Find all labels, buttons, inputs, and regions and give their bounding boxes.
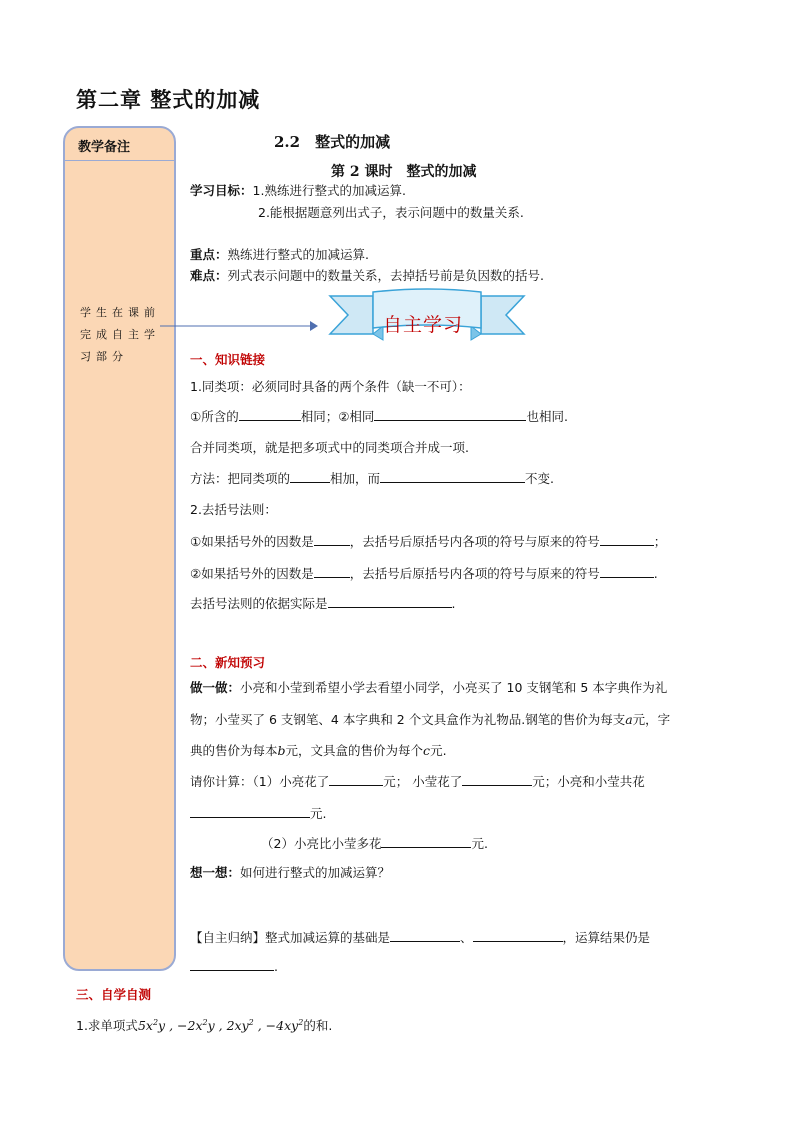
part2-calc1-cont [190, 804, 326, 822]
blank[interactable] [381, 835, 471, 848]
summary-mid: ，运算结果仍是 [562, 930, 651, 945]
part3-q1 [76, 1016, 332, 1034]
key-point-text: 熟练进行整式的加减运算. [227, 247, 369, 262]
banner-text: 自主学习 [383, 314, 464, 336]
think-label: 想一想： [190, 865, 241, 880]
rule2-mid: ，去括号后原括号内各项的符号与原来的符号 [349, 566, 600, 581]
var-c: c [423, 743, 431, 758]
rule2-pre: ②如果括号外的因数是 [190, 566, 314, 581]
blank[interactable] [328, 595, 452, 608]
q1-pre: 1.求单项式 [76, 1018, 138, 1033]
part2-summary [190, 928, 650, 946]
sidebar-note: 学生在课前完成自主学习部分 [80, 306, 160, 363]
rule1-post: ； [653, 534, 667, 549]
difficulty-label: 难点： [190, 268, 228, 283]
part1-rule1 [190, 532, 666, 550]
part2-p3 [190, 741, 447, 759]
q1a-pre: ①所含的 [190, 409, 239, 424]
think-text: 如何进行整式的加减运算？ [240, 865, 391, 880]
goals-line-1 [190, 181, 406, 199]
blank[interactable] [329, 773, 383, 786]
p3-post: 元. [430, 743, 447, 758]
do-label: 做一做： [190, 680, 241, 695]
goal-item-2: 2.能根据题意列出式子，表示问题中的数量关系. [258, 205, 524, 220]
part2-summary-cont [190, 958, 278, 974]
calc2-pre: （2）小亮比小莹多花 [261, 836, 382, 851]
difficulty-text: 列式表示问题中的数量关系，去掉括号前是负因数的括号. [227, 268, 544, 283]
part1-q1: 1.同类项：必须同时具备的两个条件（缺一不可）： [190, 379, 471, 394]
blank[interactable] [600, 533, 654, 546]
blank[interactable] [314, 565, 350, 578]
rule2-post: . [653, 566, 658, 581]
summary-label: 【自主归纳】 [190, 930, 266, 945]
summary-sep: 、 [460, 930, 473, 945]
do-p1: 小亮和小莹到希望小学去看望小同学，小亮买了 10 支钢笔和 5 本字典作为礼 [240, 680, 668, 695]
calc-pre: 请你计算：（1）小亮花了 [190, 774, 330, 789]
rule1-pre: ①如果括号外的因数是 [190, 534, 314, 549]
goal-item-1: 1.熟练进行整式的加减运算. [252, 183, 406, 198]
monomial-expressions: $5x^2y$ , $-2x^2y$ , $2xy^2$ , $-4xy^2$ [137, 1017, 304, 1033]
chapter-title: 第二章 整式的加减 [76, 88, 261, 112]
p3-pre: 典的售价为每本 [190, 743, 278, 758]
method-pre: 方法：把同类项的 [190, 471, 291, 486]
method-post: 不变. [525, 471, 555, 486]
part2-p2 [190, 710, 670, 728]
part2-p1 [190, 678, 667, 696]
part2-heading: 二、新知预习 [190, 655, 266, 670]
key-point-label: 重点： [190, 247, 228, 262]
difficulty [190, 266, 544, 284]
q1a-mid: 相同；②相同 [300, 409, 375, 424]
blank[interactable] [190, 805, 310, 818]
q1-post: 的和. [303, 1018, 333, 1033]
part3-heading: 三、自学自测 [76, 987, 152, 1002]
part1-method [190, 469, 554, 487]
part1-q1a [190, 407, 568, 425]
calc-yuan3: 元. [310, 806, 327, 821]
blank[interactable] [190, 958, 274, 971]
p2-pre: 物；小莹买了 6 支钢笔、4 本字典和 2 个文具盒作为礼物品.钢笔的售价为每支 [190, 712, 626, 727]
pointer-arrow-icon [160, 316, 320, 336]
section-title: 2.2 整式的加减 [274, 133, 391, 151]
q1a-post: 也相同. [526, 409, 568, 424]
var-a: a [625, 712, 633, 727]
var-b: b [277, 743, 286, 758]
part1-q2: 2.去括号法则： [190, 502, 277, 517]
summary-end: . [274, 959, 278, 974]
part1-merge: 合并同类项，就是把多项式中的同类项合并成一项. [190, 440, 469, 455]
part1-heading: 一、知识链接 [190, 352, 266, 367]
goals-label: 学习目标： [190, 183, 253, 198]
blank[interactable] [390, 929, 460, 942]
blank[interactable] [290, 470, 330, 483]
basis-pre: 去括号法则的依据实际是 [190, 596, 328, 611]
rule1-mid: ，去括号后原括号内各项的符号与原来的符号 [349, 534, 600, 549]
calc2-post: 元. [471, 836, 488, 851]
part1-basis [190, 594, 456, 612]
blank[interactable] [239, 408, 301, 421]
part2-calc2 [261, 834, 488, 852]
blank[interactable] [314, 533, 350, 546]
part2-think [190, 863, 390, 881]
blank[interactable] [380, 470, 525, 483]
lesson-title: 第 2 课时 整式的加减 [331, 164, 477, 180]
part2-calc1 [190, 772, 645, 790]
blank[interactable] [473, 929, 563, 942]
method-mid: 相加，而 [330, 471, 381, 486]
calc-yuan1: 元； 小莹花了 [383, 774, 463, 789]
part1-rule2 [190, 564, 658, 582]
summary-text: 整式加减运算的基础是 [265, 930, 391, 945]
calc-yuan2: 元；小亮和小莹共花 [532, 774, 645, 789]
sidebar-title: 教学备注 [78, 140, 131, 155]
basis-post: . [451, 596, 456, 611]
blank[interactable] [462, 773, 532, 786]
p3-mid: 元，文具盒的售价为每个 [285, 743, 424, 758]
blank[interactable] [374, 408, 526, 421]
teaching-notes-sidebar [63, 126, 176, 971]
p2-post: 元，字 [632, 712, 671, 727]
blank[interactable] [600, 565, 654, 578]
key-point [190, 245, 369, 263]
